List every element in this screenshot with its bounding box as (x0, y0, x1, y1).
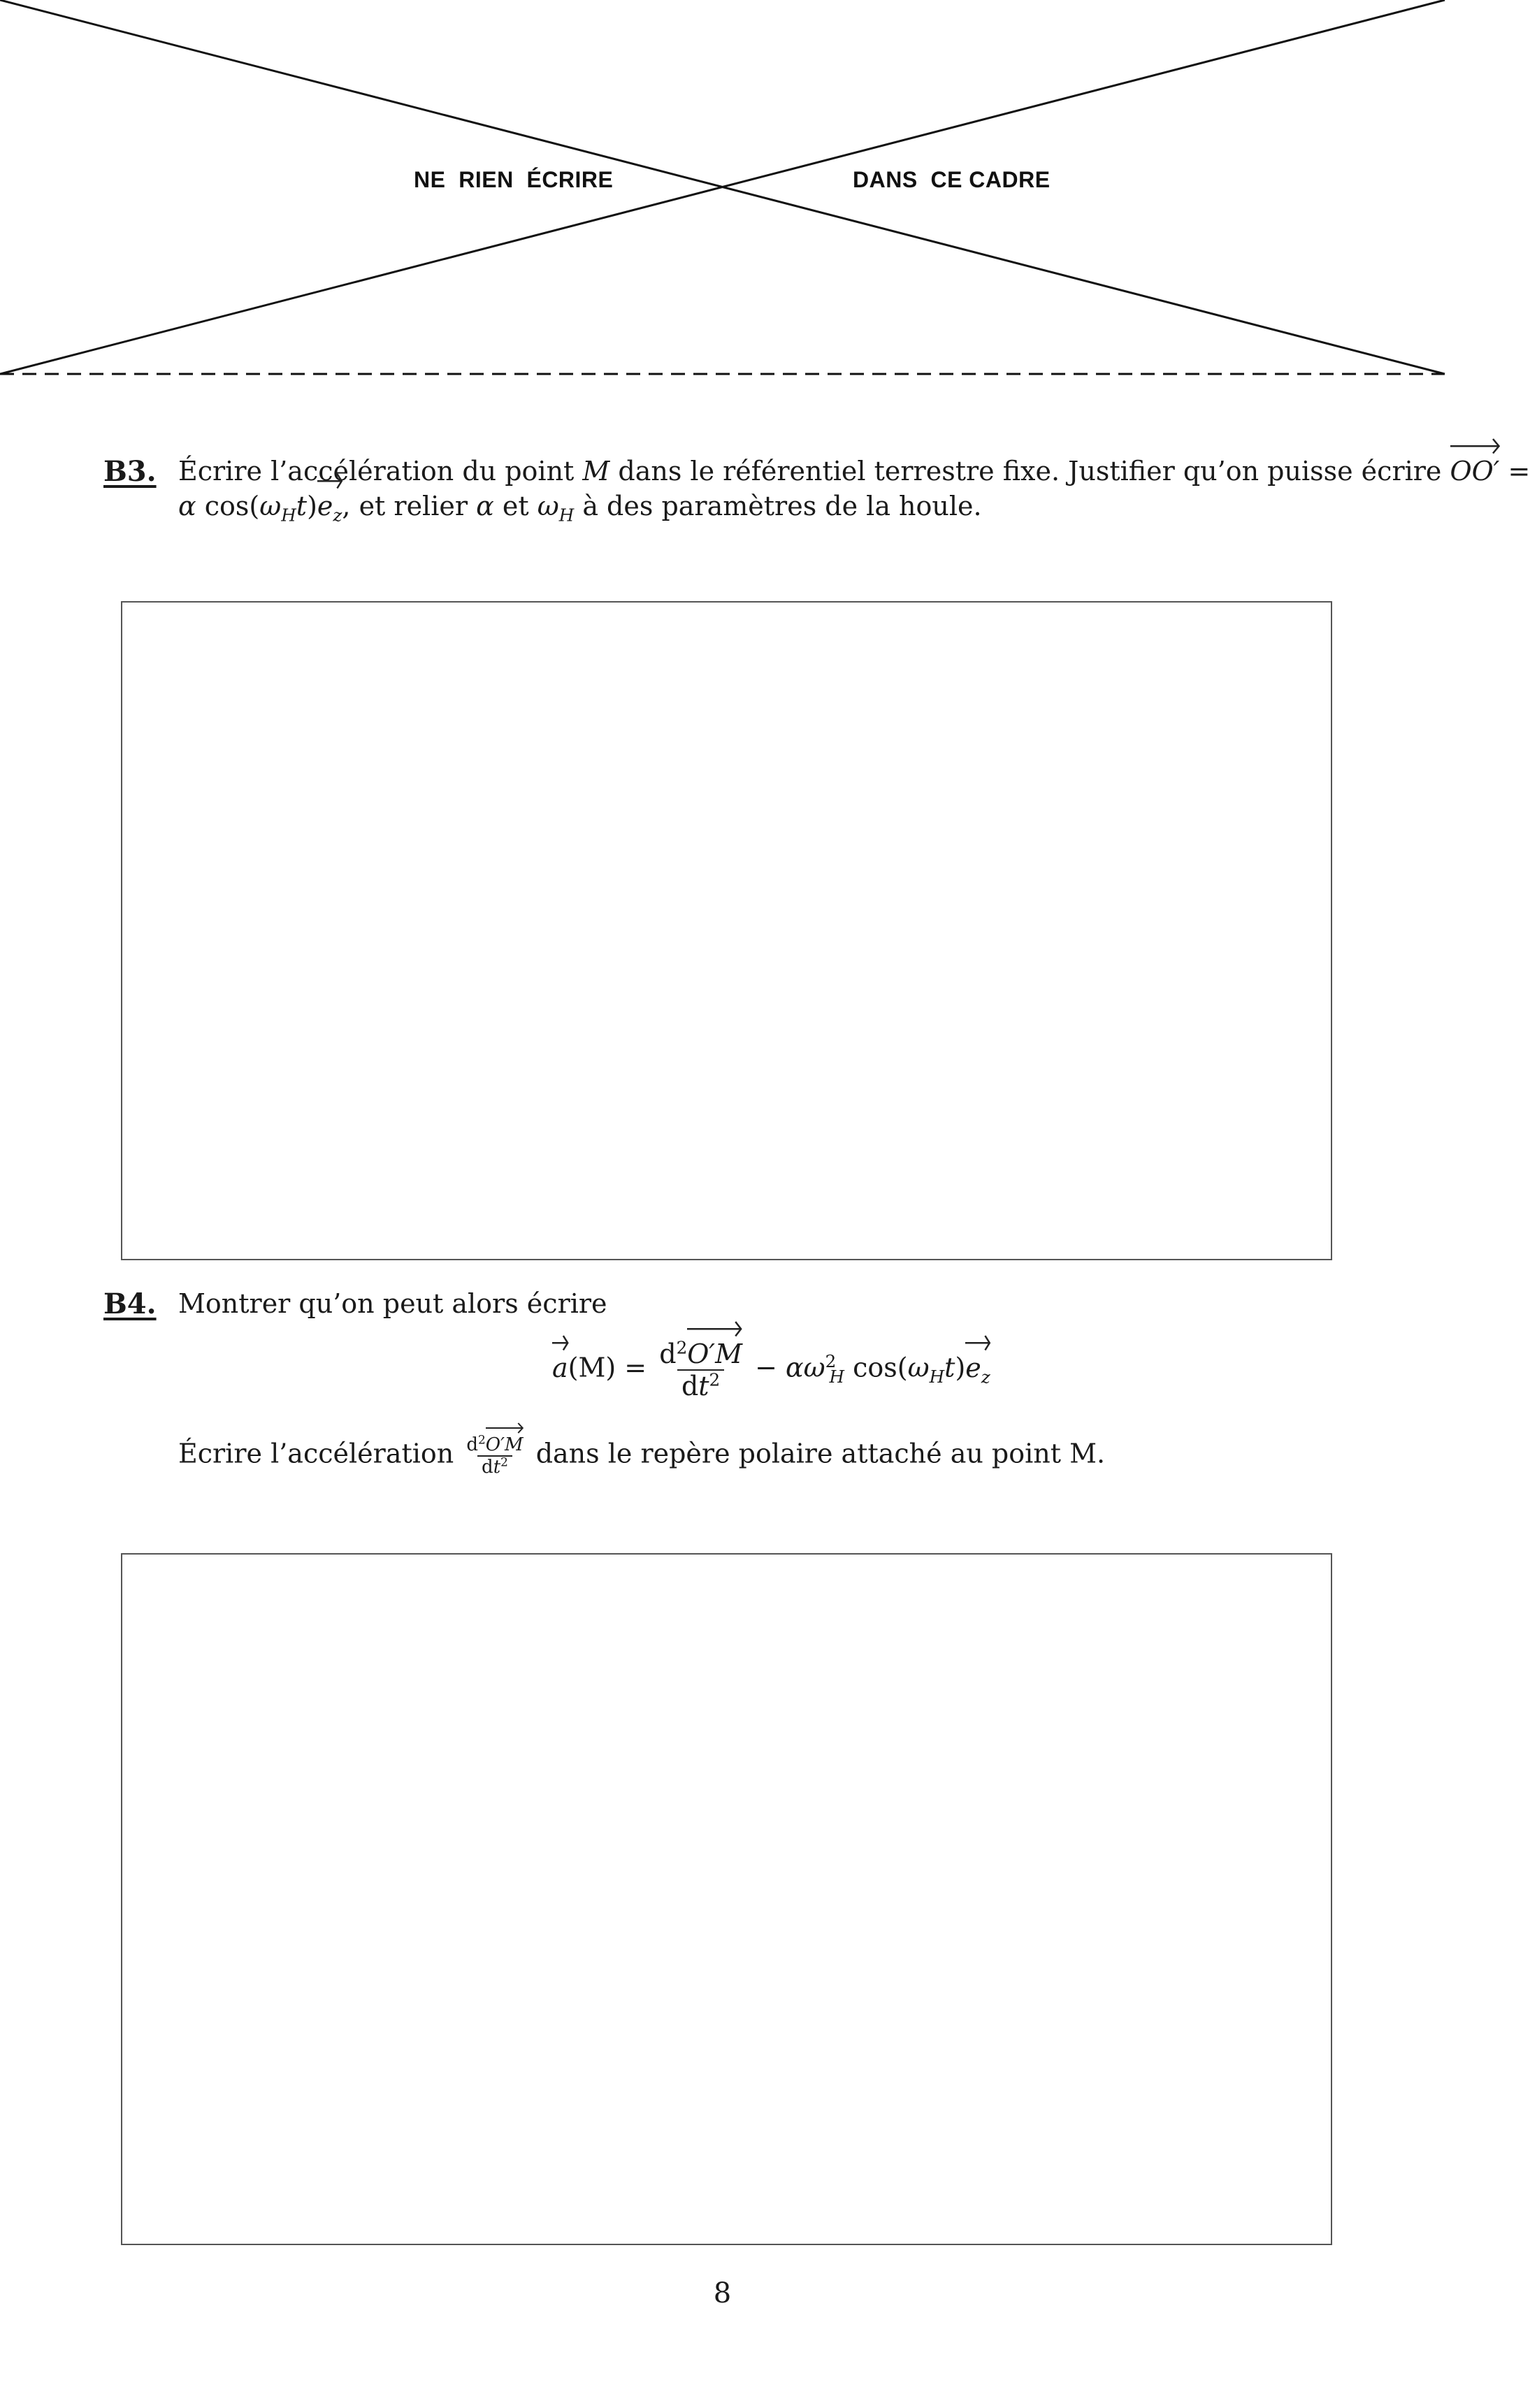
question-b3-line2: α $\cos(\omega_Ht)$ $e_z$, et relier α et $\omega_H$ à des paramètres de la houle. (178, 491, 982, 521)
answer-box-b4[interactable] (121, 1553, 1332, 2245)
vector-ez: $e_z$ (317, 491, 342, 521)
question-b4-equation: a(M) = $d^2$ O′M $dt^2$ − $\alpha\omega^2_H$ $\cos(\omega_Ht)$ $e_z$ (552, 1339, 990, 1401)
page-number: 8 (713, 2277, 732, 2309)
header-right-text: DANS CE CADRE (853, 167, 1051, 192)
question-label-b4: B4. (103, 1288, 157, 1320)
second-derivative-fraction: $d^2$ O′M $dt^2$ (655, 1339, 746, 1401)
question-label-b3: B3. (103, 455, 157, 488)
question-b4-line2: Écrire l’accélération $d^2$ O′M $dt^2$ dans le repère polaire attaché au point M. (178, 1434, 1105, 1478)
answer-box-b3[interactable] (121, 601, 1332, 1260)
question-b3-line1: Écrire l’accélération du point M dans le référentiel terrestre fixe. Justifier qu’on puisse écrire OO′ = (178, 456, 1530, 486)
header-left-text: NE RIEN ÉCRIRE (414, 167, 614, 192)
vector-oo-prime: OO′ (1450, 456, 1500, 486)
question-b4-intro: Montrer qu’on peut alors écrire (178, 1288, 607, 1319)
no-write-zone-cross (0, 0, 1445, 391)
